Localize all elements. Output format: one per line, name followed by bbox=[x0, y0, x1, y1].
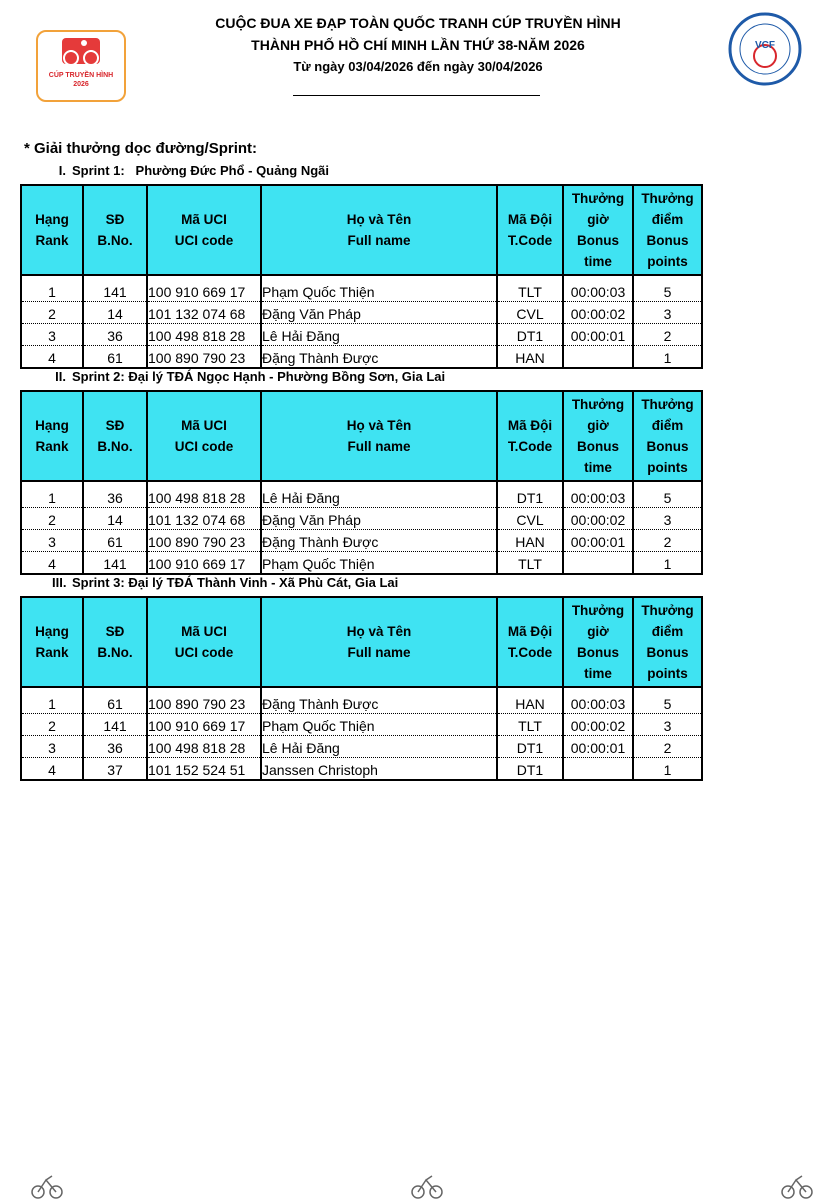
column-header-line: Hạng bbox=[35, 212, 69, 227]
column-header-line: Bonus bbox=[577, 439, 619, 454]
cell-bno: 61 bbox=[83, 530, 147, 552]
table-row bbox=[21, 302, 702, 324]
cell-points: 3 bbox=[633, 508, 702, 530]
column-header-line: Họ và Tên bbox=[346, 418, 412, 433]
cell-time: 00:00:02 bbox=[563, 508, 633, 530]
cell-time bbox=[563, 552, 633, 575]
column-header-line: Họ và Tên bbox=[346, 624, 412, 639]
cell-points: 5 bbox=[633, 692, 702, 714]
column-header-line: điểm bbox=[651, 212, 684, 227]
cell-rank: 3 bbox=[21, 736, 83, 758]
column-header-line: time bbox=[584, 254, 612, 269]
cell-points: 3 bbox=[633, 714, 702, 736]
column-header-line: Hạng bbox=[35, 418, 69, 433]
column-header-line: Thưởng bbox=[641, 191, 694, 206]
cell-time: 00:00:02 bbox=[563, 714, 633, 736]
column-header-line: B.No. bbox=[97, 233, 133, 248]
cell-rank: 3 bbox=[21, 324, 83, 346]
cell-points: 2 bbox=[633, 530, 702, 552]
column-header-line: Bonus bbox=[577, 233, 619, 248]
cell-rank: 1 bbox=[21, 486, 83, 508]
sprint-results-table bbox=[20, 184, 703, 369]
sprint-location: Sprint 2: Đại lý TĐÁ Ngọc Hạnh - Phường Bồng Sơn, Gia Lai bbox=[72, 369, 446, 384]
date-range: Từ ngày 03/04/2026 đến ngày 30/04/2026 bbox=[293, 59, 543, 74]
cell-bno: 141 bbox=[83, 552, 147, 575]
cell-bno: 37 bbox=[83, 758, 147, 781]
column-header-line: SĐ bbox=[105, 624, 125, 639]
cell-bno: 141 bbox=[83, 714, 147, 736]
cell-uci: 101 132 074 68 bbox=[147, 302, 261, 324]
cell-points: 1 bbox=[633, 552, 702, 575]
cell-team: DT1 bbox=[497, 758, 563, 781]
cell-bno: 36 bbox=[83, 736, 147, 758]
cup-logo bbox=[36, 30, 126, 102]
cell-name: Phạm Quốc Thiện bbox=[261, 280, 497, 302]
column-header-bonus-points bbox=[633, 391, 702, 481]
cell-time: 00:00:01 bbox=[563, 324, 633, 346]
cell-bno: 36 bbox=[83, 486, 147, 508]
column-header-line: Full name bbox=[347, 439, 411, 454]
cell-team: DT1 bbox=[497, 486, 563, 508]
cell-team: CVL bbox=[497, 508, 563, 530]
cell-name: Janssen Christoph bbox=[261, 758, 497, 781]
column-header-bno bbox=[83, 185, 147, 275]
cell-bno: 14 bbox=[83, 302, 147, 324]
vcf-logo-text: VCF bbox=[755, 40, 775, 51]
table-header-row bbox=[21, 597, 702, 687]
column-header-line: Hạng bbox=[35, 624, 69, 639]
table-row bbox=[21, 530, 702, 552]
cell-team: TLT bbox=[497, 714, 563, 736]
cell-name: Lê Hải Đăng bbox=[261, 324, 497, 346]
column-header-line: Mã UCI bbox=[181, 212, 227, 227]
table-row bbox=[21, 758, 702, 781]
sprint-location: Sprint 3: Đại lý TĐÁ Thành Vinh - Xã Phù Cát, Gia Lai bbox=[72, 575, 399, 590]
sprint-number: II. bbox=[55, 369, 66, 384]
column-header-line: T.Code bbox=[507, 439, 553, 454]
cell-name: Phạm Quốc Thiện bbox=[261, 714, 497, 736]
footer-cyclist-icon bbox=[780, 1170, 814, 1200]
cell-points: 1 bbox=[633, 346, 702, 369]
table-header-row bbox=[21, 391, 702, 481]
sprint-location: Sprint 1: Phường Đức Phổ - Quảng Ngãi bbox=[72, 163, 330, 178]
cyclist-icon bbox=[38, 32, 124, 72]
cup-logo-text: CÚP TRUYỀN HÌNH bbox=[48, 72, 114, 79]
cell-uci: 100 910 669 17 bbox=[147, 552, 261, 575]
column-header-line: SĐ bbox=[105, 418, 125, 433]
cell-team: CVL bbox=[497, 302, 563, 324]
cell-points: 5 bbox=[633, 486, 702, 508]
cell-name: Đặng Văn Pháp bbox=[261, 302, 497, 324]
column-header-bonus-points bbox=[633, 185, 702, 275]
column-header-line: Full name bbox=[347, 645, 411, 660]
cell-time: 00:00:01 bbox=[563, 530, 633, 552]
cell-rank: 2 bbox=[21, 508, 83, 530]
cell-time: 00:00:03 bbox=[563, 280, 633, 302]
column-header-line: giờ bbox=[587, 624, 609, 639]
column-header-bonus-time bbox=[563, 185, 633, 275]
document-title bbox=[200, 12, 636, 78]
cell-bno: 61 bbox=[83, 346, 147, 369]
footer-cyclist-icon bbox=[30, 1170, 64, 1200]
cell-uci: 101 132 074 68 bbox=[147, 508, 261, 530]
cell-name: Lê Hải Đăng bbox=[261, 736, 497, 758]
footer-cyclist-icon bbox=[410, 1170, 444, 1200]
cell-team: DT1 bbox=[497, 324, 563, 346]
sprint-title bbox=[52, 575, 398, 590]
column-header-line: Thưởng bbox=[641, 397, 694, 412]
table-row bbox=[21, 508, 702, 530]
cell-points: 5 bbox=[633, 280, 702, 302]
title-line-2: THÀNH PHỐ HỒ CHÍ MINH LẦN THỨ 38-NĂM 2026 bbox=[251, 37, 585, 53]
cup-logo-year: 2026 bbox=[73, 81, 89, 88]
cell-rank: 1 bbox=[21, 280, 83, 302]
column-header-line: Rank bbox=[35, 645, 69, 660]
cell-bno: 61 bbox=[83, 692, 147, 714]
column-header-team bbox=[497, 391, 563, 481]
column-header-line: Bonus bbox=[646, 439, 689, 454]
column-header-line: SĐ bbox=[105, 212, 125, 227]
cell-team: HAN bbox=[497, 530, 563, 552]
cell-time: 00:00:01 bbox=[563, 736, 633, 758]
column-header-name bbox=[261, 597, 497, 687]
sprint-number: I. bbox=[58, 163, 66, 178]
sprint-title bbox=[52, 369, 445, 384]
cell-team: DT1 bbox=[497, 736, 563, 758]
cell-uci: 100 910 669 17 bbox=[147, 280, 261, 302]
cell-points: 1 bbox=[633, 758, 702, 781]
column-header-bonus-time bbox=[563, 391, 633, 481]
cell-time: 00:00:03 bbox=[563, 486, 633, 508]
cell-name: Đặng Thành Được bbox=[261, 692, 497, 714]
column-header-line: Rank bbox=[35, 439, 69, 454]
cell-bno: 14 bbox=[83, 508, 147, 530]
title-line-1: CUỘC ĐUA XE ĐẠP TOÀN QUỐC TRANH CÚP TRUYỀN HÌNH bbox=[215, 15, 621, 31]
cell-uci: 100 890 790 23 bbox=[147, 530, 261, 552]
column-header-line: T.Code bbox=[507, 233, 553, 248]
cell-name: Lê Hải Đăng bbox=[261, 486, 497, 508]
cell-rank: 4 bbox=[21, 758, 83, 781]
column-header-line: points bbox=[647, 666, 688, 681]
cell-uci: 100 890 790 23 bbox=[147, 692, 261, 714]
column-header-line: Thưởng bbox=[571, 397, 625, 412]
cell-rank: 2 bbox=[21, 714, 83, 736]
column-header-line: giờ bbox=[587, 418, 609, 433]
column-header-line: Thưởng bbox=[641, 603, 694, 618]
cell-time bbox=[563, 346, 633, 369]
cell-points: 3 bbox=[633, 302, 702, 324]
column-header-rank bbox=[21, 185, 83, 275]
column-header-bno bbox=[83, 391, 147, 481]
column-header-bonus-points bbox=[633, 597, 702, 687]
column-header-line: Bonus bbox=[646, 645, 689, 660]
column-header-uci bbox=[147, 391, 261, 481]
column-header-line: UCI code bbox=[174, 645, 234, 660]
column-header-line: điểm bbox=[651, 418, 684, 433]
cell-rank: 3 bbox=[21, 530, 83, 552]
column-header-line: Mã UCI bbox=[181, 418, 227, 433]
column-header-line: Họ và Tên bbox=[346, 212, 412, 227]
cell-team: TLT bbox=[497, 552, 563, 575]
vcf-logo bbox=[728, 12, 802, 86]
column-header-uci bbox=[147, 597, 261, 687]
column-header-name bbox=[261, 185, 497, 275]
title-underline bbox=[293, 95, 540, 96]
column-header-rank bbox=[21, 391, 83, 481]
column-header-line: points bbox=[647, 460, 688, 475]
table-row bbox=[21, 324, 702, 346]
cell-time bbox=[563, 758, 633, 781]
cell-name: Đặng Thành Được bbox=[261, 346, 497, 369]
column-header-team bbox=[497, 597, 563, 687]
table-header-row bbox=[21, 185, 702, 275]
section-heading: * Giải thưởng dọc đường/Sprint: bbox=[24, 140, 258, 157]
table-row bbox=[21, 486, 702, 508]
sprint-title bbox=[52, 163, 329, 178]
column-header-line: Mã UCI bbox=[181, 624, 227, 639]
column-header-line: Mã Đội bbox=[507, 212, 553, 227]
cell-time: 00:00:03 bbox=[563, 692, 633, 714]
column-header-line: giờ bbox=[587, 212, 609, 227]
table-row bbox=[21, 714, 702, 736]
cell-bno: 36 bbox=[83, 324, 147, 346]
table-row bbox=[21, 736, 702, 758]
cell-points: 2 bbox=[633, 324, 702, 346]
column-header-line: Mã Đội bbox=[507, 418, 553, 433]
cell-name: Phạm Quốc Thiện bbox=[261, 552, 497, 575]
column-header-line: Bonus bbox=[646, 233, 689, 248]
cell-rank: 4 bbox=[21, 552, 83, 575]
cell-team: TLT bbox=[497, 280, 563, 302]
sprint-number: III. bbox=[52, 575, 67, 590]
column-header-team bbox=[497, 185, 563, 275]
cell-team: HAN bbox=[497, 346, 563, 369]
column-header-line: Thưởng bbox=[571, 191, 625, 206]
column-header-line: Bonus bbox=[577, 645, 619, 660]
cell-name: Đặng Thành Được bbox=[261, 530, 497, 552]
column-header-line: B.No. bbox=[97, 439, 133, 454]
cell-rank: 4 bbox=[21, 346, 83, 369]
cell-rank: 2 bbox=[21, 302, 83, 324]
column-header-uci bbox=[147, 185, 261, 275]
column-header-line: time bbox=[584, 460, 612, 475]
table-row bbox=[21, 346, 702, 369]
column-header-line: điểm bbox=[651, 624, 684, 639]
cell-uci: 101 152 524 51 bbox=[147, 758, 261, 781]
column-header-line: Thưởng bbox=[571, 603, 625, 618]
cell-uci: 100 498 818 28 bbox=[147, 736, 261, 758]
cell-uci: 100 498 818 28 bbox=[147, 486, 261, 508]
cell-team: HAN bbox=[497, 692, 563, 714]
column-header-line: B.No. bbox=[97, 645, 133, 660]
column-header-line: points bbox=[647, 254, 688, 269]
column-header-line: Full name bbox=[347, 233, 411, 248]
column-header-line: time bbox=[584, 666, 612, 681]
document-header bbox=[0, 0, 834, 110]
table-row bbox=[21, 552, 702, 575]
sprint-results-table bbox=[20, 390, 703, 575]
table-row bbox=[21, 692, 702, 714]
column-header-line: UCI code bbox=[174, 439, 234, 454]
cell-uci: 100 910 669 17 bbox=[147, 714, 261, 736]
cell-uci: 100 498 818 28 bbox=[147, 324, 261, 346]
cell-time: 00:00:02 bbox=[563, 302, 633, 324]
column-header-rank bbox=[21, 597, 83, 687]
column-header-name bbox=[261, 391, 497, 481]
column-header-line: Mã Đội bbox=[507, 624, 553, 639]
column-header-line: Rank bbox=[35, 233, 69, 248]
table-row bbox=[21, 280, 702, 302]
column-header-bno bbox=[83, 597, 147, 687]
column-header-line: T.Code bbox=[507, 645, 553, 660]
cell-points: 2 bbox=[633, 736, 702, 758]
sprint-results-table bbox=[20, 596, 703, 781]
cell-uci: 100 890 790 23 bbox=[147, 346, 261, 369]
cell-bno: 141 bbox=[83, 280, 147, 302]
cell-rank: 1 bbox=[21, 692, 83, 714]
cell-name: Đặng Văn Pháp bbox=[261, 508, 497, 530]
column-header-line: UCI code bbox=[174, 233, 234, 248]
column-header-bonus-time bbox=[563, 597, 633, 687]
